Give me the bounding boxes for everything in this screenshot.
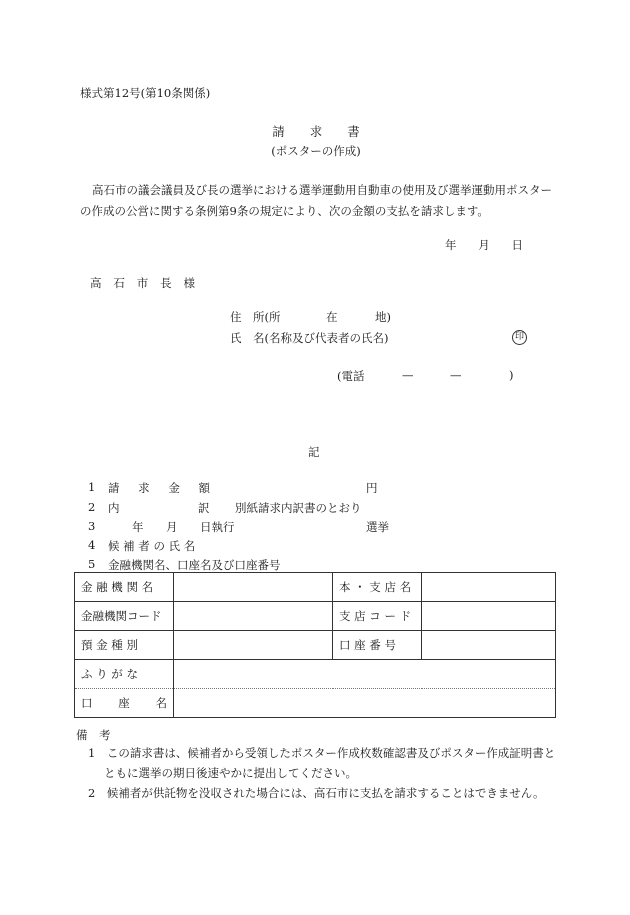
bank-code-label: 金融機関コード	[75, 602, 174, 631]
item-2-value: 別紙請求内訳書のとおり	[235, 501, 362, 515]
address-label-mid: 在	[326, 310, 338, 324]
note-2: 2 候補者が供託物を没収された場合には、高石市に支払を請求することはできません。	[88, 786, 545, 800]
branch-code-label: 支 店 コ ー ド	[333, 602, 422, 631]
item-1-label: 請 求 金 額	[108, 481, 210, 495]
branch-name-field[interactable]	[422, 573, 556, 602]
form-number: 様式第12号(第10条関係)	[80, 86, 211, 100]
bank-account-table	[74, 572, 556, 718]
item-4-number: 4	[88, 538, 96, 552]
addressee-honorific: 様	[183, 276, 195, 290]
item-2-label-b: 訳	[198, 501, 210, 515]
furigana-field[interactable]	[174, 660, 556, 689]
notes-heading: 備 考	[76, 728, 111, 742]
date-day: 日	[511, 238, 523, 252]
phone-dash-1: —	[402, 368, 414, 382]
phone-open: (電話	[337, 369, 365, 383]
phone-close: )	[509, 368, 514, 382]
branch-code-field[interactable]	[422, 602, 556, 631]
item-3-day: 日執行	[200, 520, 235, 534]
date-line	[445, 237, 523, 253]
account-type-field[interactable]	[174, 631, 333, 660]
item-3-month: 月	[166, 520, 178, 534]
name-label: 氏 名(名称及び代表者の氏名)	[230, 331, 389, 345]
ki-heading: 記	[308, 445, 320, 459]
item-1-value: 円	[366, 481, 378, 495]
account-name-label: 口 座 名	[75, 689, 174, 718]
item-3-value: 選挙	[366, 520, 389, 534]
note-1: 1 この請求書は、候補者から受領したポスター作成枚数確認書及びポスター作成証明書とともに選挙の期日後速やかに提出してください。	[88, 746, 556, 780]
account-number-label: 口 座 番 号	[333, 631, 422, 660]
bank-code-field[interactable]	[174, 602, 333, 631]
document-subtitle: (ポスターの作成)	[271, 144, 361, 158]
item-3-number: 3	[88, 519, 96, 533]
branch-name-label: 本 ・ 支 店 名	[333, 573, 422, 602]
addressee: 高 石 市 長 様	[90, 276, 195, 290]
item-1-number: 1	[88, 480, 96, 494]
item-2-number: 2	[88, 500, 96, 514]
furigana-label: ふ り が な	[75, 660, 174, 689]
bank-name-field[interactable]	[174, 573, 333, 602]
date-month: 月	[478, 238, 490, 252]
address-label-end: 地)	[375, 310, 391, 324]
item-5-label: 金融機関名、口座名及び口座番号	[108, 558, 281, 572]
account-name-field[interactable]	[174, 689, 556, 718]
account-number-field[interactable]	[422, 631, 556, 660]
account-type-label: 預 金 種 別	[75, 631, 174, 660]
phone-dash-2: —	[450, 368, 462, 382]
item-3-year: 年	[132, 520, 144, 534]
item-2-label-a: 内	[108, 501, 120, 515]
item-4-label: 候 補 者 の 氏 名	[108, 539, 196, 553]
document-title: 請 求 書	[272, 124, 360, 139]
request-statement: 高石市の議会議員及び長の選挙における選挙運動用自動車の使用及び選挙運動用ポスターの作成の公営に関する条例第9条の規定により、次の金額の支払を請求します。	[80, 183, 552, 218]
date-year: 年	[445, 238, 457, 252]
bank-name-label: 金 融 機 関 名	[75, 573, 174, 602]
item-5-number: 5	[88, 557, 96, 571]
address-label: 住 所(所	[230, 310, 281, 324]
seal-mark: 印	[512, 330, 527, 345]
